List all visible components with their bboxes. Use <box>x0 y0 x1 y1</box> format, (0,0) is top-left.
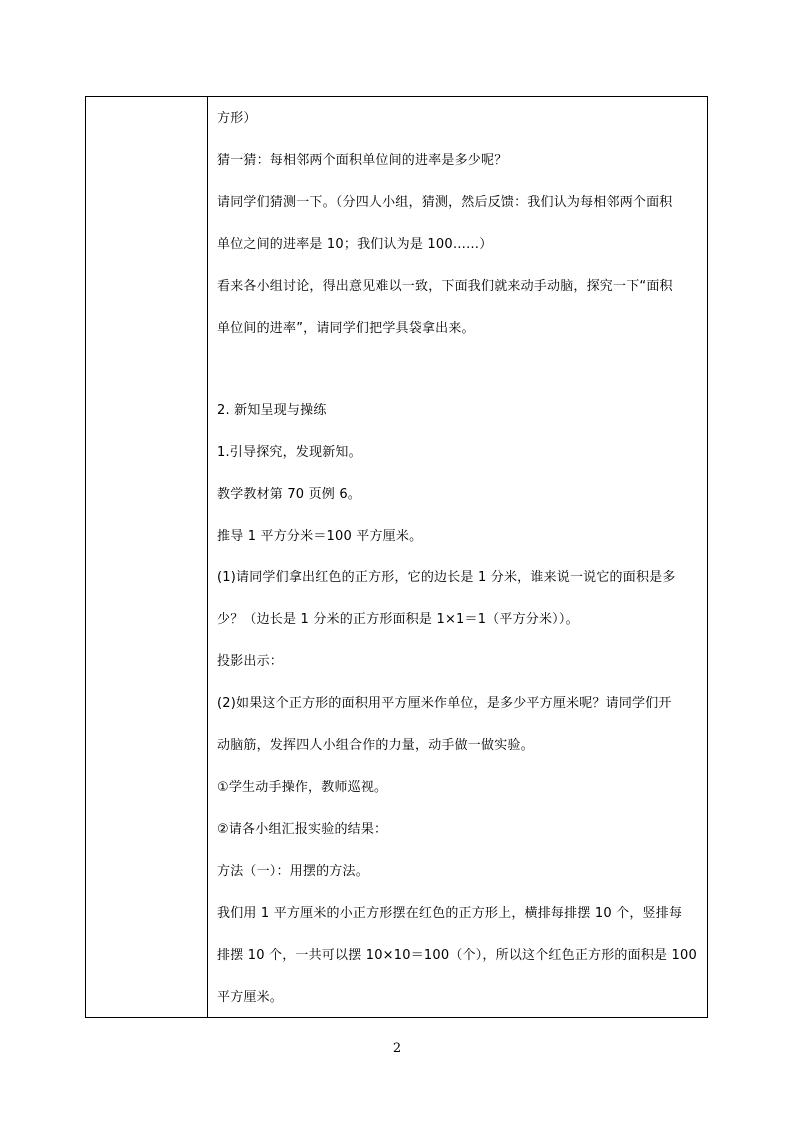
text-line: 我们用 1 平方厘米的小正方形摆在红色的正方形上，横排每排摆 10 个，竖排每 <box>217 906 683 921</box>
page-number: 2 <box>392 1041 402 1056</box>
section-heading: 2. 新知呈现与操练 <box>217 403 327 418</box>
column-divider <box>207 97 208 1017</box>
text-line: ①学生动手操作，教师巡视。 <box>217 780 388 795</box>
text-line: 方形） <box>217 111 257 126</box>
text-line: 单位之间的进率是 10；我们认为是 100……） <box>217 237 493 252</box>
text-line: 1.引导探究，发现新知。 <box>217 445 362 460</box>
text-line: 请同学们猜测一下。（分四人小组，猜测，然后反馈：我们认为每相邻两个面积 <box>217 195 673 210</box>
text-line: ②请各小组汇报实验的结果： <box>217 822 388 837</box>
text-line: 方法（一）：用摆的方法。 <box>217 864 369 879</box>
lesson-table <box>85 96 708 1018</box>
text-line: 看来各小组讨论，得出意见难以一致，下面我们就来动手动脑，探究一下“面积 <box>217 279 673 294</box>
text-line: 动脑筋，发挥四人小组合作的力量，动手做一做实验。 <box>217 738 534 753</box>
text-line: 单位间的进率”，请同学们把学具袋拿出来。 <box>217 321 475 336</box>
text-line: 推导 1 平方分米＝100 平方厘米。 <box>217 529 423 544</box>
text-line: (1)请同学们拿出红色的正方形，它的边长是 1 分米，谁来说一说它的面积是多 <box>217 570 676 585</box>
text-line: 投影出示： <box>217 654 284 669</box>
text-line: 排摆 10 个，一共可以摆 10×10＝100（个），所以这个红色正方形的面积是 100 <box>217 948 697 963</box>
text-line: 平方厘米。 <box>217 990 284 1005</box>
text-line: 教学教材第 70 页例 6。 <box>217 487 362 502</box>
text-line: 少？（边长是 1 分米的正方形面积是 1×1＝1（平方分米））。 <box>217 612 579 627</box>
text-line: (2)如果这个正方形的面积用平方厘米作单位，是多少平方厘米呢？请同学们开 <box>217 696 672 711</box>
text-line: 猜一猜：每相邻两个面积单位间的进率是多少呢？ <box>217 153 508 168</box>
